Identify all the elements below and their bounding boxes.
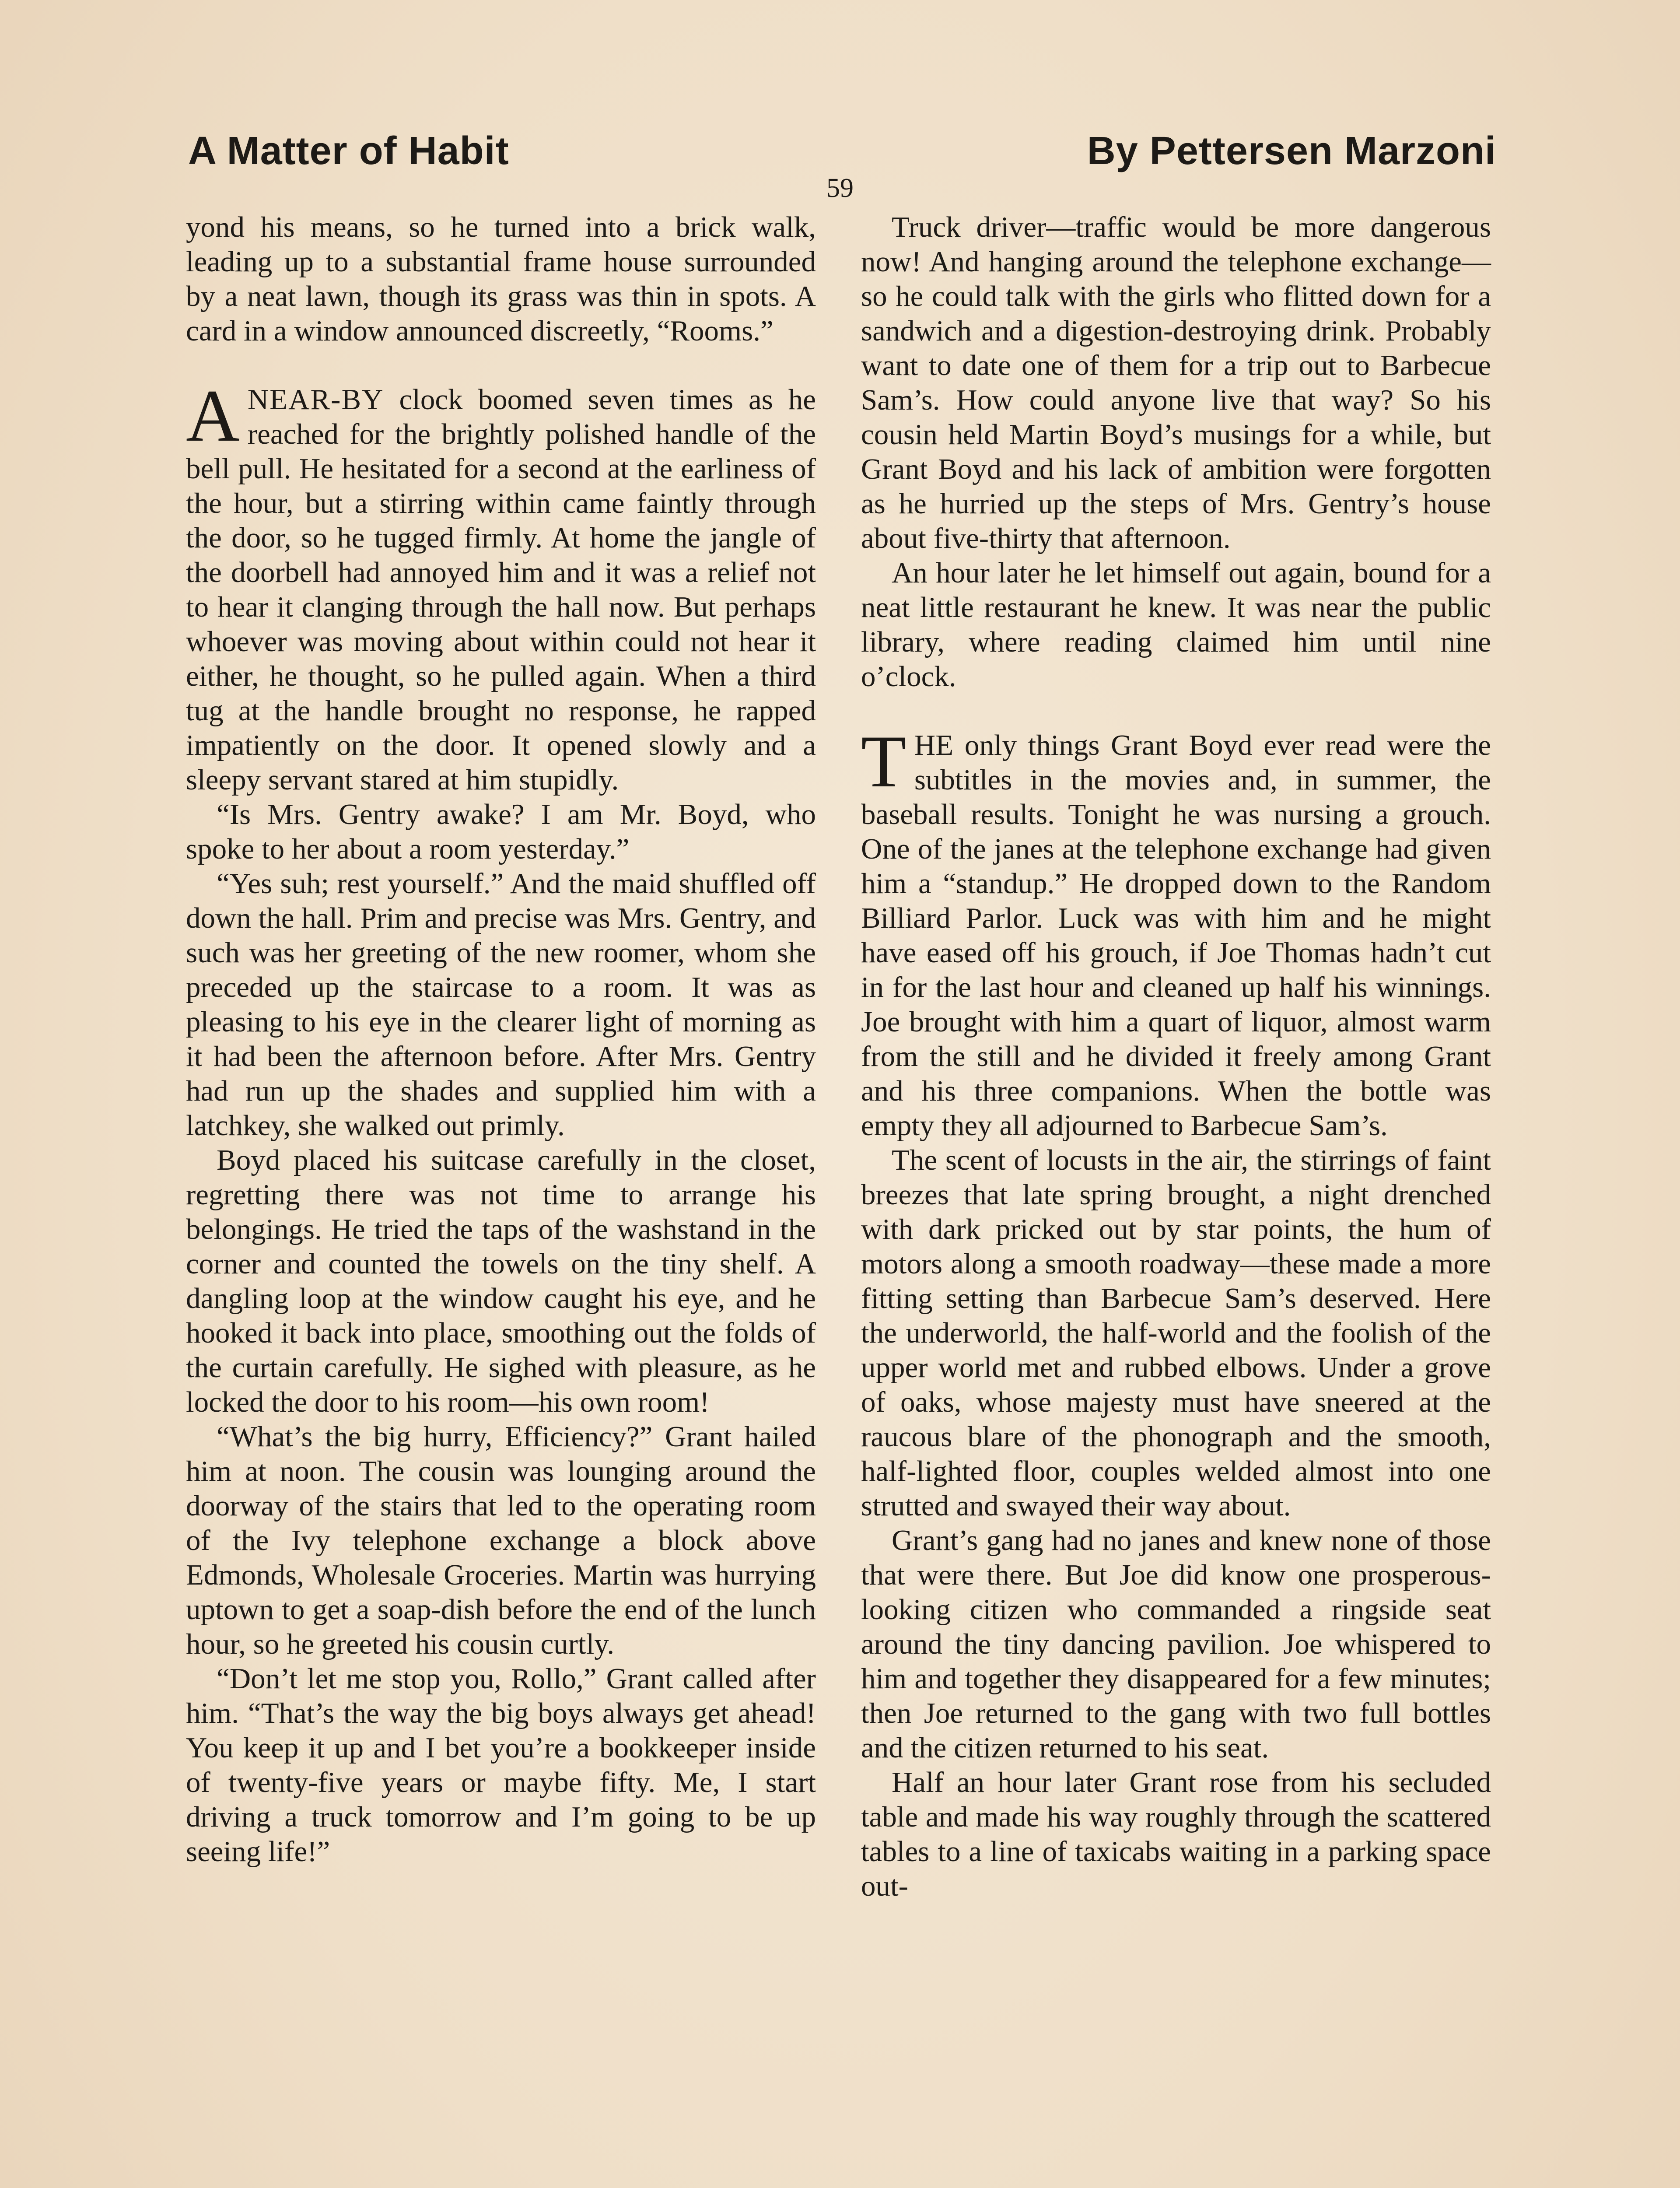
section-paragraph	[186, 375, 816, 797]
right-column	[861, 210, 1491, 1904]
paragraph: Grant’s gang had no janes and knew none of those that were there. But Joe did know one prosperous-looking citizen who commanded a ringside seat around the tiny dancing pavilion. Joe whispered to him and together they disappeared for a few minutes; then Joe returned to the gang with two full bottles and the citizen returned to his seat.	[861, 1524, 1491, 1764]
page-number: 59	[826, 173, 854, 203]
paragraph: Half an hour later Grant rose from his secluded table and made his way roughly through the scattered tables to a line of taxicabs waiting in a parking space out-	[861, 1766, 1491, 1902]
paragraph: “What’s the big hurry, Efficiency?” Grant hailed him at noon. The cousin was lounging around the doorway of the stairs that led to the operating room of the Ivy telephone exchange a block above Edmonds, Wholesale Groceries. Martin was hurrying uptown to get a soap-dish before the end of the lunch hour, so he greeted his cousin curtly.	[186, 1420, 816, 1660]
paragraph: yond his means, so he turned into a brick walk, leading up to a substantial frame house surrounded by a neat lawn, though its grass was thin in spots. A card in a window announced discreetly, “Rooms.”	[186, 211, 816, 347]
paragraph: “Is Mrs. Gentry awake? I am Mr. Boyd, who spoke to her about a room yesterday.”	[186, 798, 816, 865]
story-author: By Pettersen Marzoni	[1087, 129, 1496, 173]
drop-cap: T	[861, 720, 906, 803]
page-header	[188, 127, 1496, 175]
lead-in-text: NEAR-BY	[247, 383, 384, 416]
paragraph-text: HE only things Grant Boyd ever read were the subtitles in the movies and, in summer, the baseball results. Tonight he was nursing a grouch. One of the janes at the telephone exchange had given him a “standup.” He dropped down to the Random Billiard Parlor. Luck was with him and he might have eased off his grouch, if Joe Thomas hadn’t cut in for the last hour and cleaned up half his winnings. Joe brought with him a quart of liquor, almost warm from the still and he divided it freely among Grant and his three companions. When the bottle was empty they all adjourned to Barbecue Sam’s.	[861, 729, 1491, 1142]
paragraph: “Yes suh; rest yourself.” And the maid shuffled off down the hall. Prim and precise was Mrs. Gentry, and such was her greeting of the new roomer, whom she preceded up the staircase to a room. It was as pleasing to his eye in the clearer light of morning as it had been the afternoon before. After Mrs. Gentry had run up the shades and supplied him with a latchkey, she walked out primly.	[186, 867, 816, 1142]
story-title: A Matter of Habit	[188, 129, 509, 173]
paragraph: “Don’t let me stop you, Rollo,” Grant called after him. “That’s the way the big boys always get ahead! You keep it up and I bet you’re a bookkeeper inside of twenty-five years or maybe fifty. Me, I start driving a truck tomorrow and I’m going to be up seeing life!”	[186, 1662, 816, 1868]
drop-cap: A	[186, 375, 240, 457]
left-column	[186, 210, 816, 1869]
paragraph: The scent of locusts in the air, the stirrings of faint breezes that late spring brought, a night drenched with dark pricked out by star points, the hum of motors along a smooth roadway—these made a more fitting setting than Barbecue Sam’s deserved. Here the underworld, the half-world and the foolish of the upper world met and rubbed elbows. Under a grove of oaks, whose majesty must have sneered at the raucous blare of the phonograph and the smooth, half-lighted floor, couples welded almost into one strutted and swayed their way about.	[861, 1144, 1491, 1522]
paragraph: An hour later he let himself out again, bound for a neat little restaurant he knew. It was near the public library, where reading claimed him until nine o’clock.	[861, 557, 1491, 693]
paragraph: Boyd placed his suitcase carefully in the closet, regretting there was not time to arrange his belongings. He tried the taps of the washstand in the corner and counted the towels on the tiny shelf. A dangling loop at the window caught his eye, and he hooked it back into place, smoothing out the folds of the curtain carefully. He sighed with pleasure, as he locked the door to his room—his own room!	[186, 1144, 816, 1418]
section-paragraph	[861, 720, 1491, 1143]
paragraph-text: clock boomed seven times as he reached for the brightly polished handle of the bell pull. He hesitated for a second at the earliness of the hour, but a stirring within came faintly through the door, so he tugged firmly. At home the jangle of the doorbell had annoyed him and it was a relief not to hear it clanging through the hall now. But perhaps whoever was moving about within could not hear it either, he thought, so he pulled again. When a third tug at the handle brought no response, he rapped impatiently on the door. It opened slowly and a sleepy servant stared at him stupidly.	[186, 383, 816, 796]
paragraph: Truck driver—traffic would be more dangerous now! And hanging around the telephone exchange—so he could talk with the girls who flitted down for a sandwich and a digestion-destroying drink. Probably want to date one of them for a trip out to Barbecue Sam’s. How could anyone live that way? So his cousin held Martin Boyd’s musings for a while, but Grant Boyd and his lack of ambition were forgotten as he hurried up the steps of Mrs. Gentry’s house about five-thirty that afternoon.	[861, 211, 1491, 554]
